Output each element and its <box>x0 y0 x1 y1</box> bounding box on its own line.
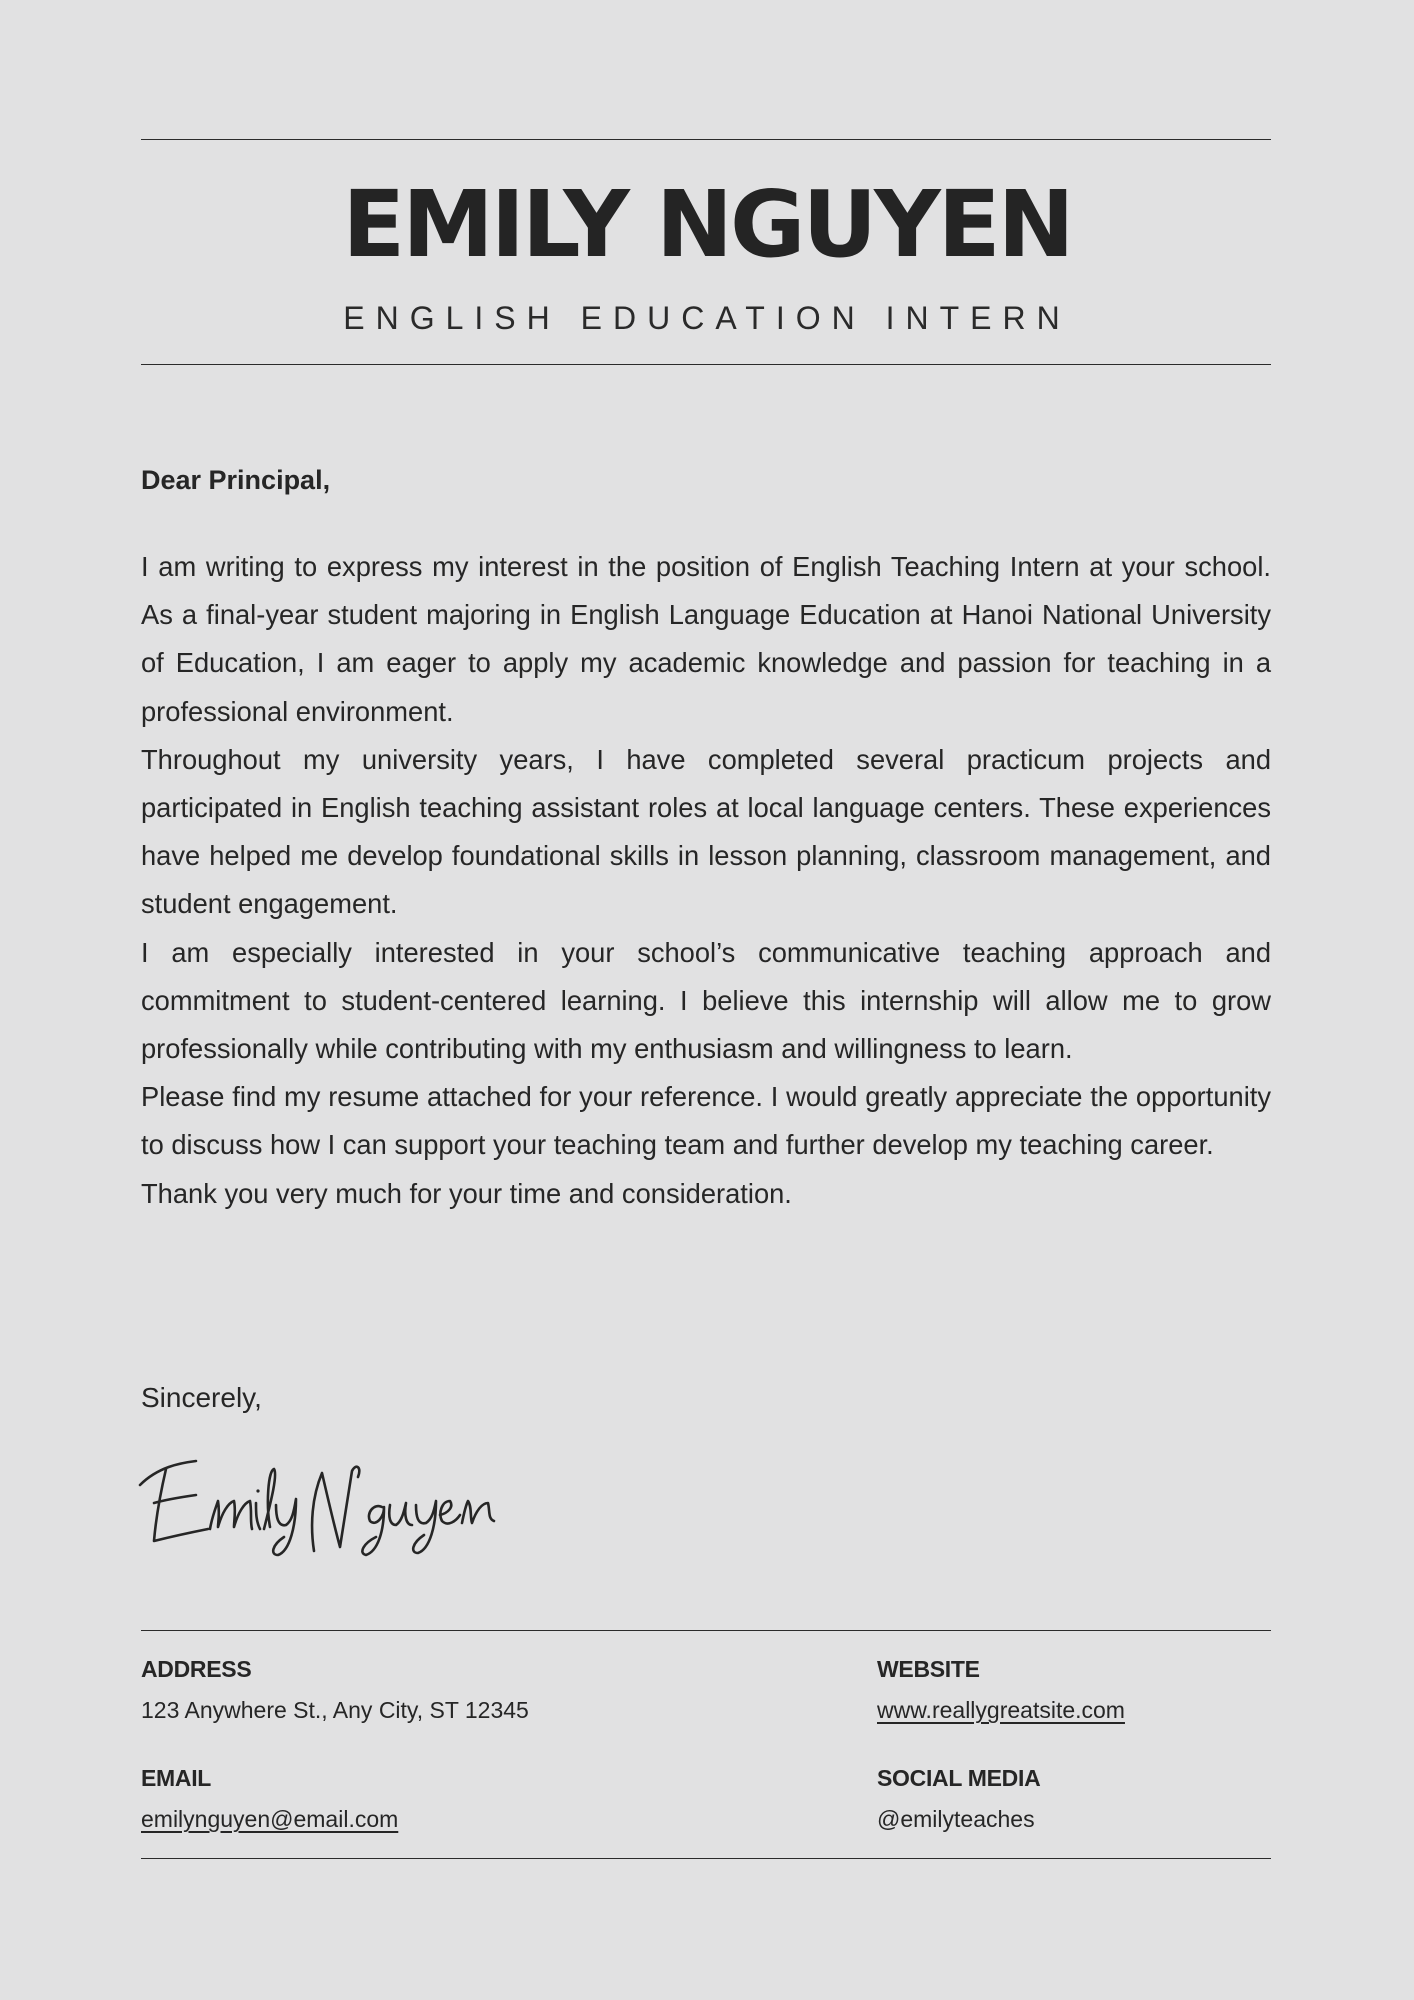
applicant-role: ENGLISH EDUCATION INTERN <box>343 300 1071 336</box>
social-media-label: SOCIAL MEDIA <box>877 1765 1041 1791</box>
contact-bottom-rule <box>141 1858 1271 1859</box>
email-block <box>141 1763 398 1834</box>
website-link[interactable]: www.reallygreatsite.com <box>877 1697 1125 1723</box>
contact-top-rule <box>141 1630 1271 1631</box>
social-media-block <box>877 1763 1040 1834</box>
letter-paragraph: I am writing to express my interest in the position of English Teaching Intern at your school. As a final-year student majoring in English Language Education at Hanoi National University of Education, I am eager to apply my academic knowledge and passion for teaching in a professional environment. <box>141 551 1271 727</box>
social-media-handle: @emilyteaches <box>877 1806 1035 1832</box>
address-label: ADDRESS <box>141 1656 252 1682</box>
letter-paragraph: Throughout my university years, I have completed several practicum projects and participated in English teaching assistant roles at local language centers. These experiences have helped me develop foundational skills in lesson planning, classroom management, and student engagement. <box>141 743 1271 920</box>
letter-greeting: Dear Principal, <box>141 465 331 495</box>
address-value: 123 Anywhere St., Any City, ST 12345 <box>141 1697 529 1723</box>
handwritten-signature <box>138 1455 508 1575</box>
header-top-rule <box>141 139 1271 140</box>
letter-body <box>141 543 1271 1218</box>
website-block <box>877 1654 1125 1725</box>
applicant-name: EMILY NGUYEN <box>342 171 1072 278</box>
website-label: WEBSITE <box>877 1656 980 1682</box>
address-block <box>141 1654 529 1725</box>
letter-paragraph: Thank you very much for your time and consideration. <box>141 1177 792 1209</box>
letter-paragraph: Please find my resume attached for your reference. I would greatly appreciate the opportunity to discuss how I can support your teaching team and further develop my teaching career. <box>141 1081 1271 1161</box>
header-bottom-rule <box>141 364 1271 365</box>
email-label: EMAIL <box>141 1765 212 1791</box>
letter-closing: Sincerely, <box>141 1382 262 1413</box>
letter-paragraph: I am especially interested in your school’s communicative teaching approach and commitment to student-centered learning. I believe this internship will allow me to grow professionally while contributing with my enthusiasm and willingness to learn. <box>141 936 1271 1065</box>
email-link[interactable]: emilynguyen@email.com <box>141 1806 399 1832</box>
